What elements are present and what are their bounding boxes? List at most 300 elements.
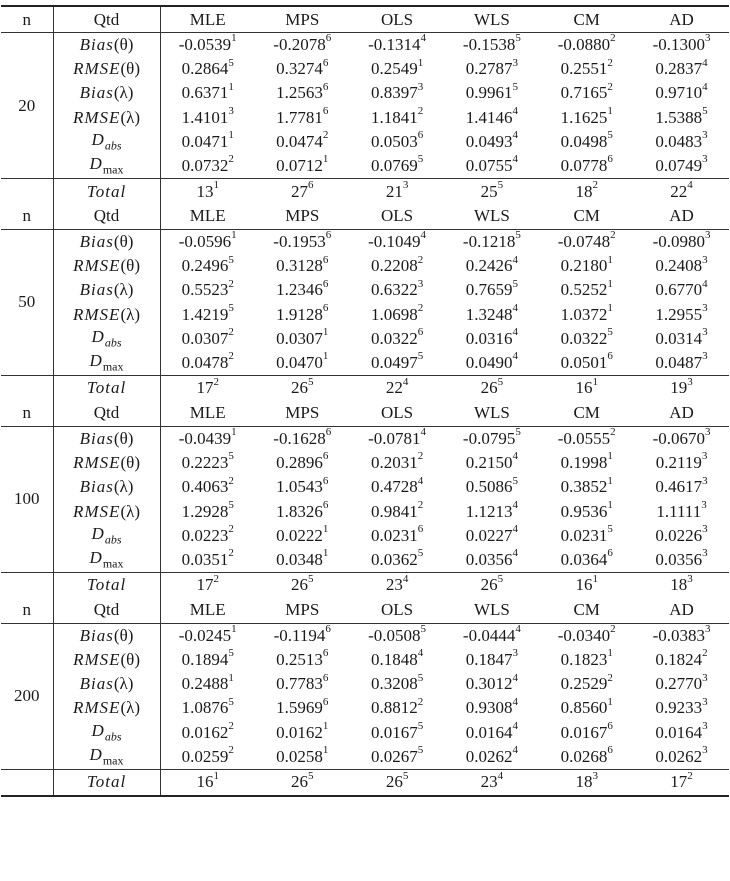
cell-value: 19 <box>670 378 688 398</box>
value-cell <box>255 33 350 58</box>
row-label-param: (θ) <box>120 453 140 473</box>
column-header: Qtd <box>53 6 160 33</box>
row-label-param: (λ) <box>113 477 134 497</box>
table-row <box>1 254 729 278</box>
column-header: CM <box>539 204 634 230</box>
row-label-main: D <box>89 351 103 371</box>
cell-value: 0.1894 <box>181 650 229 670</box>
cell-value: 17 <box>196 378 214 398</box>
cell-rank: 4 <box>420 32 427 45</box>
value-cell <box>539 475 634 499</box>
cell-value: 0.1998 <box>560 453 608 473</box>
cell-value: 0.2150 <box>465 453 513 473</box>
cell-rank: 2 <box>228 523 234 536</box>
column-header: AD <box>634 401 729 427</box>
cell-rank: 6 <box>322 695 329 708</box>
cell-rank: 4 <box>512 498 519 511</box>
total-cell <box>350 179 445 204</box>
cell-rank: 3 <box>512 647 519 660</box>
total-label: Total <box>53 769 160 795</box>
cell-value: 1.4101 <box>181 107 229 127</box>
cell-rank: 5 <box>497 572 504 585</box>
cell-rank: 4 <box>417 647 424 660</box>
value-cell <box>255 57 350 81</box>
cell-rank: 1 <box>607 450 613 463</box>
cell-value: 0.8397 <box>370 83 418 103</box>
cell-rank: 1 <box>322 547 329 560</box>
total-cell <box>634 179 729 204</box>
cell-value: 18 <box>670 575 688 595</box>
row-label <box>53 648 160 672</box>
cell-rank: 5 <box>417 744 424 757</box>
value-cell <box>160 745 255 770</box>
row-label <box>53 426 160 451</box>
cell-rank: 4 <box>512 129 519 142</box>
cell-value: 1.2563 <box>276 83 323 103</box>
row-label <box>53 623 160 648</box>
value-cell <box>255 106 350 130</box>
value-cell <box>539 451 634 475</box>
value-cell <box>255 672 350 696</box>
cell-value: 0.6371 <box>181 83 229 103</box>
row-label-main: Bias <box>79 625 114 645</box>
value-cell <box>255 721 350 745</box>
row-label-param: (λ) <box>120 501 141 521</box>
results-table <box>1 5 729 797</box>
cell-value: -0.1194 <box>273 625 326 645</box>
cell-value: 0.5086 <box>465 477 513 497</box>
value-cell <box>255 254 350 278</box>
cell-rank: 1 <box>228 671 234 684</box>
cell-value: 1.4146 <box>465 107 513 127</box>
cell-rank: 4 <box>687 178 693 191</box>
cell-value: -0.1218 <box>462 232 516 252</box>
cell-rank: 3 <box>702 671 708 684</box>
table-row <box>1 623 729 648</box>
row-label <box>53 351 160 376</box>
cell-rank: 4 <box>515 623 521 636</box>
cell-rank: 6 <box>325 623 331 636</box>
value-cell <box>350 81 445 105</box>
cell-value: 0.0162 <box>181 722 229 742</box>
row-label <box>53 672 160 696</box>
cell-rank: 2 <box>607 56 613 69</box>
cell-value: -0.0508 <box>368 625 421 645</box>
row-label <box>53 302 160 326</box>
cell-rank: 2 <box>228 719 234 732</box>
cell-rank: 1 <box>231 32 237 45</box>
cell-rank: 2 <box>610 229 616 242</box>
row-label-main: Bias <box>79 428 114 448</box>
cell-rank: 5 <box>607 129 613 142</box>
value-cell <box>634 548 729 573</box>
column-header: MLE <box>160 6 255 33</box>
value-cell <box>444 154 539 179</box>
cell-value: 1.0876 <box>181 698 229 718</box>
total-cell <box>350 769 445 795</box>
cell-rank: 6 <box>322 647 329 660</box>
row-label <box>53 721 160 745</box>
cell-value: 0.0258 <box>276 746 323 766</box>
total-cell <box>160 376 255 401</box>
cell-value: 0.0364 <box>560 549 608 569</box>
cell-rank: 5 <box>417 547 424 560</box>
total-cell <box>160 572 255 597</box>
cell-rank: 4 <box>512 744 519 757</box>
cell-value: -0.0555 <box>557 428 611 448</box>
cell-rank: 5 <box>702 105 708 117</box>
cell-rank: 6 <box>322 498 329 511</box>
value-cell <box>255 302 350 326</box>
value-cell <box>634 524 729 548</box>
value-cell <box>634 278 729 302</box>
value-cell <box>444 327 539 351</box>
cell-value: 0.0362 <box>370 549 418 569</box>
cell-value: 1.5969 <box>276 698 323 718</box>
value-cell <box>350 33 445 58</box>
row-label-subscript: max <box>102 753 124 768</box>
cell-value: 0.2208 <box>370 256 418 276</box>
total-cell <box>350 572 445 597</box>
cell-value: 0.0307 <box>276 328 323 348</box>
cell-rank: 5 <box>515 32 521 45</box>
value-cell <box>255 327 350 351</box>
value-cell <box>634 33 729 58</box>
cell-rank: 2 <box>610 426 616 439</box>
cell-rank: 2 <box>592 178 598 191</box>
row-label-subscript: abs <box>104 138 122 153</box>
column-header: WLS <box>444 6 539 33</box>
value-cell <box>350 721 445 745</box>
cell-rank: 4 <box>512 695 519 708</box>
column-header: OLS <box>350 598 445 624</box>
cell-value: 0.0231 <box>560 525 608 545</box>
cell-value: 0.0262 <box>465 746 513 766</box>
cell-rank: 5 <box>512 474 519 487</box>
value-cell <box>160 229 255 254</box>
value-cell <box>160 81 255 105</box>
value-cell <box>444 745 539 770</box>
total-cell <box>539 179 634 204</box>
cell-rank: 5 <box>228 301 234 314</box>
cell-rank: 2 <box>607 671 613 684</box>
cell-value: 0.2770 <box>655 674 703 694</box>
cell-rank: 4 <box>512 547 519 560</box>
value-cell <box>350 327 445 351</box>
cell-value: 23 <box>480 772 498 792</box>
cell-value: -0.1049 <box>368 232 421 252</box>
cell-value: 0.0487 <box>655 352 703 372</box>
cell-value: 0.4728 <box>370 477 418 497</box>
cell-value: 0.1847 <box>465 650 513 670</box>
value-cell <box>539 721 634 745</box>
empty-cell <box>1 572 53 597</box>
value-cell <box>539 33 634 58</box>
cell-rank: 3 <box>702 695 708 708</box>
cell-value: 0.0316 <box>465 328 513 348</box>
cell-rank: 6 <box>325 32 332 45</box>
cell-value: 0.0732 <box>181 156 229 176</box>
cell-rank: 3 <box>702 523 708 536</box>
row-label-param: (θ) <box>113 625 134 645</box>
cell-value: 25 <box>480 181 498 201</box>
cell-rank: 1 <box>607 301 613 314</box>
cell-rank: 5 <box>228 56 234 69</box>
cell-value: 0.0755 <box>465 156 513 176</box>
cell-rank: 2 <box>417 695 424 708</box>
value-cell <box>539 696 634 720</box>
row-label-main: Bias <box>79 674 114 694</box>
sample-size: 50 <box>1 229 53 375</box>
cell-value: -0.0748 <box>557 232 611 252</box>
row-label-main: Bias <box>79 232 114 252</box>
cell-value: 0.0259 <box>181 746 229 766</box>
cell-value: 0.0322 <box>560 328 608 348</box>
value-cell <box>634 106 729 130</box>
cell-rank: 4 <box>420 426 427 439</box>
cell-value: 1.1111 <box>656 501 702 521</box>
row-label-main: D <box>89 548 103 568</box>
value-cell <box>539 548 634 573</box>
row-label-main: D <box>91 130 105 150</box>
cell-value: 23 <box>385 575 403 595</box>
value-cell <box>160 351 255 376</box>
cell-rank: 6 <box>607 719 613 732</box>
cell-rank: 1 <box>322 523 329 536</box>
value-cell <box>634 57 729 81</box>
cell-rank: 4 <box>702 56 708 69</box>
value-cell <box>350 57 445 81</box>
value-cell <box>634 623 729 648</box>
cell-rank: 5 <box>607 326 613 339</box>
column-header: CM <box>539 401 634 427</box>
table-row <box>1 696 729 720</box>
cell-rank: 3 <box>705 426 711 439</box>
cell-rank: 3 <box>702 129 708 142</box>
cell-rank: 5 <box>420 623 427 636</box>
cell-value: 0.0307 <box>181 328 229 348</box>
cell-rank: 3 <box>417 80 424 93</box>
cell-rank: 6 <box>417 523 424 536</box>
cell-value: 0.7659 <box>465 280 513 300</box>
value-cell <box>634 81 729 105</box>
value-cell <box>539 154 634 179</box>
value-cell <box>444 548 539 573</box>
cell-value: 0.2496 <box>181 256 229 276</box>
cell-value: -0.0980 <box>652 232 706 252</box>
value-cell <box>444 524 539 548</box>
cell-value: 0.2513 <box>276 650 323 670</box>
cell-value: 0.0471 <box>181 131 229 151</box>
row-label <box>53 696 160 720</box>
cell-value: 0.0164 <box>465 722 513 742</box>
value-cell <box>160 696 255 720</box>
cell-value: 0.2549 <box>370 59 418 79</box>
value-cell <box>160 499 255 523</box>
total-cell <box>255 179 350 204</box>
cell-value: 0.0227 <box>465 525 513 545</box>
cell-value: 0.0356 <box>655 549 703 569</box>
cell-rank: 4 <box>512 350 519 363</box>
row-label-main: RMSE <box>73 304 121 324</box>
row-label-main: RMSE <box>73 698 121 718</box>
cell-value: 0.7165 <box>560 83 608 103</box>
cell-value: 0.0351 <box>181 549 229 569</box>
column-header: n <box>1 6 53 33</box>
cell-value: 0.6770 <box>655 280 703 300</box>
cell-value: 1.1841 <box>370 107 418 127</box>
value-cell <box>444 57 539 81</box>
table-row <box>1 451 729 475</box>
column-header: WLS <box>444 401 539 427</box>
cell-rank: 5 <box>228 647 234 660</box>
value-cell <box>539 229 634 254</box>
value-cell <box>444 696 539 720</box>
cell-rank: 1 <box>607 474 613 487</box>
cell-rank: 1 <box>228 129 234 142</box>
cell-rank: 1 <box>592 375 598 388</box>
cell-rank: 4 <box>512 105 519 117</box>
cell-rank: 6 <box>322 277 329 290</box>
total-cell <box>444 572 539 597</box>
row-label-main: Bias <box>79 35 114 55</box>
cell-rank: 5 <box>417 153 424 166</box>
value-cell <box>444 106 539 130</box>
column-header: MLE <box>160 204 255 230</box>
value-cell <box>350 254 445 278</box>
row-label-param: (θ) <box>120 650 140 670</box>
value-cell <box>160 278 255 302</box>
row-label <box>53 451 160 475</box>
cell-value: -0.0340 <box>557 625 611 645</box>
cell-rank: 2 <box>228 326 234 339</box>
value-cell <box>350 499 445 523</box>
column-header: CM <box>539 6 634 33</box>
sample-size: 20 <box>1 33 53 179</box>
cell-rank: 1 <box>592 572 598 585</box>
value-cell <box>255 499 350 523</box>
cell-value: 0.0162 <box>276 722 323 742</box>
table-row <box>1 106 729 130</box>
table-row <box>1 745 729 770</box>
cell-value: 0.9308 <box>465 698 513 718</box>
value-cell <box>634 648 729 672</box>
cell-value: 0.0226 <box>655 525 703 545</box>
table-row <box>1 33 729 58</box>
value-cell <box>634 229 729 254</box>
row-label <box>53 81 160 105</box>
cell-value: 0.2551 <box>560 59 608 79</box>
cell-value: 26 <box>480 575 498 595</box>
cell-value: 0.0223 <box>181 525 229 545</box>
total-label: Total <box>53 376 160 401</box>
cell-rank: 4 <box>420 229 427 242</box>
value-cell <box>444 229 539 254</box>
value-cell <box>444 451 539 475</box>
cell-value: 0.6322 <box>370 280 418 300</box>
cell-value: 0.3852 <box>560 477 608 497</box>
cell-rank: 5 <box>228 498 234 511</box>
row-label-main: D <box>89 745 103 765</box>
cell-rank: 2 <box>607 80 613 93</box>
cell-value: 0.9961 <box>465 83 513 103</box>
row-label-main: RMSE <box>73 107 121 127</box>
cell-value: 18 <box>575 181 593 201</box>
value-cell <box>160 254 255 278</box>
header-row <box>1 6 729 33</box>
row-label <box>53 229 160 254</box>
value-cell <box>255 154 350 179</box>
value-cell <box>350 524 445 548</box>
cell-rank: 3 <box>228 105 234 117</box>
total-cell <box>539 769 634 795</box>
value-cell <box>255 524 350 548</box>
cell-rank: 4 <box>402 572 409 585</box>
cell-value: 0.0356 <box>465 549 513 569</box>
value-cell <box>634 351 729 376</box>
cell-rank: 6 <box>607 547 613 560</box>
cell-value: 0.2426 <box>465 256 513 276</box>
row-label-subscript: abs <box>104 532 122 547</box>
cell-value: 0.4617 <box>655 477 703 497</box>
cell-rank: 5 <box>417 671 424 684</box>
cell-rank: 2 <box>610 32 616 45</box>
cell-rank: 6 <box>322 105 329 117</box>
cell-rank: 6 <box>322 80 329 93</box>
value-cell <box>350 154 445 179</box>
cell-rank: 2 <box>322 129 329 142</box>
table-row <box>1 57 729 81</box>
total-cell <box>539 376 634 401</box>
value-cell <box>634 154 729 179</box>
total-cell <box>160 179 255 204</box>
value-cell <box>539 278 634 302</box>
cell-value: 0.0267 <box>370 746 418 766</box>
cell-rank: 2 <box>228 744 234 757</box>
cell-rank: 5 <box>308 375 314 388</box>
column-header: MPS <box>255 204 350 230</box>
cell-value: 0.0503 <box>370 131 418 151</box>
row-label-subscript: max <box>102 556 124 571</box>
value-cell <box>160 33 255 58</box>
cell-value: 26 <box>291 378 309 398</box>
value-cell <box>160 106 255 130</box>
value-cell <box>444 499 539 523</box>
column-header: MPS <box>255 6 350 33</box>
cell-value: 1.1213 <box>465 501 513 521</box>
column-header: MPS <box>255 401 350 427</box>
row-label-param: (θ) <box>113 428 134 448</box>
cell-rank: 1 <box>322 326 329 339</box>
cell-rank: 5 <box>512 277 519 290</box>
cell-value: -0.0795 <box>462 428 516 448</box>
value-cell <box>350 451 445 475</box>
column-header: n <box>1 204 53 230</box>
value-cell <box>255 229 350 254</box>
row-label-subscript: max <box>102 359 124 374</box>
row-label-main: RMSE <box>73 501 121 521</box>
row-label <box>53 130 160 154</box>
cell-value: -0.0539 <box>178 35 232 55</box>
value-cell <box>350 302 445 326</box>
cell-rank: 2 <box>417 301 424 314</box>
cell-rank: 6 <box>308 178 314 191</box>
table-row <box>1 548 729 573</box>
value-cell <box>539 672 634 696</box>
cell-rank: 6 <box>607 744 613 757</box>
total-cell <box>160 769 255 795</box>
cell-rank: 3 <box>687 572 693 585</box>
